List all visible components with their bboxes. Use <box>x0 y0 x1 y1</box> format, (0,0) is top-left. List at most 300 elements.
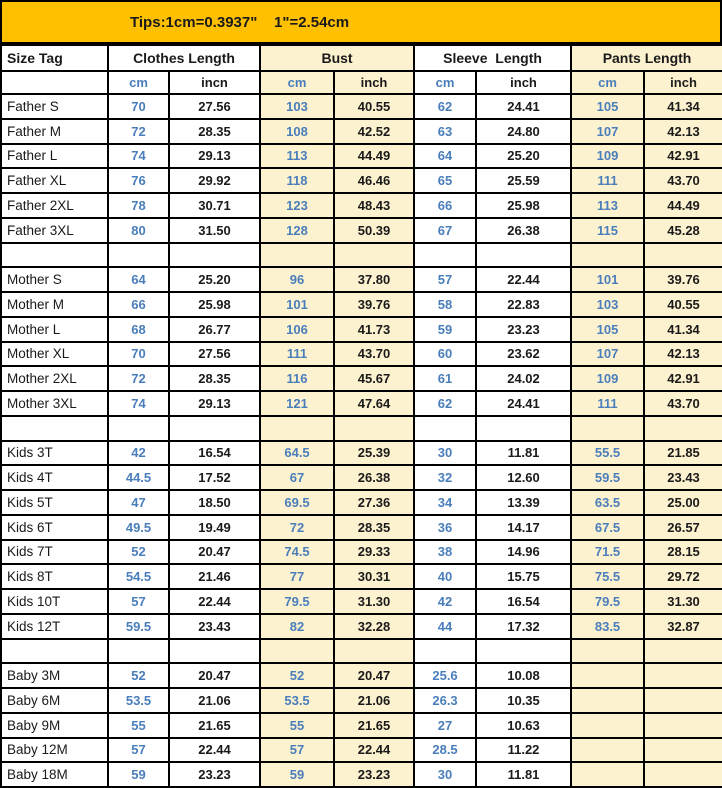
inch-value-cell: 25.00 <box>644 490 722 515</box>
cm-value-cell: 82 <box>260 614 334 639</box>
table-row <box>1 713 722 738</box>
cm-value-cell: 76 <box>108 168 169 193</box>
inch-value-cell: 43.70 <box>644 168 722 193</box>
inch-value-cell: 43.70 <box>334 342 414 367</box>
separator-cell <box>644 416 722 441</box>
table-row <box>1 168 722 193</box>
separator-cell <box>644 639 722 664</box>
separator-cell <box>1 416 108 441</box>
separator-row <box>1 243 722 268</box>
separator-cell <box>169 416 260 441</box>
inch-value-cell: 23.43 <box>644 465 722 490</box>
cm-value-cell <box>571 688 644 713</box>
cm-value-cell: 57 <box>108 589 169 614</box>
cm-value-cell: 70 <box>108 94 169 119</box>
inch-value-cell <box>644 713 722 738</box>
inch-value-cell: 30.31 <box>334 564 414 589</box>
cm-value-cell: 54.5 <box>108 564 169 589</box>
inch-value-cell: 22.44 <box>169 738 260 763</box>
inch-value-cell: 29.92 <box>169 168 260 193</box>
separator-cell <box>108 639 169 664</box>
size-tag-cell: Kids 4T <box>1 465 108 490</box>
cm-value-cell: 55 <box>108 713 169 738</box>
inch-value-cell: 41.34 <box>644 94 722 119</box>
inch-value-cell: 16.54 <box>169 441 260 466</box>
cm-value-cell: 64 <box>108 267 169 292</box>
table-row <box>1 441 722 466</box>
inch-value-cell: 28.35 <box>334 515 414 540</box>
table-row <box>1 762 722 787</box>
separator-cell <box>476 416 571 441</box>
cm-value-cell: 105 <box>571 317 644 342</box>
inch-value-cell: 45.67 <box>334 366 414 391</box>
cm-value-cell: 57 <box>108 738 169 763</box>
cm-value-cell: 109 <box>571 144 644 169</box>
cm-value-cell: 30 <box>414 441 476 466</box>
size-tag-cell: Mother 2XL <box>1 366 108 391</box>
size-tag-cell: Baby 9M <box>1 713 108 738</box>
cm-value-cell: 79.5 <box>571 589 644 614</box>
table-row <box>1 94 722 119</box>
inch-value-cell: 15.75 <box>476 564 571 589</box>
cm-value-cell: 77 <box>260 564 334 589</box>
inch-value-cell: 47.64 <box>334 391 414 416</box>
group-header-row <box>1 45 722 71</box>
inch-value-cell: 21.46 <box>169 564 260 589</box>
size-tag-cell: Mother M <box>1 292 108 317</box>
inch-value-cell: 21.85 <box>644 441 722 466</box>
inch-value-cell: 14.96 <box>476 540 571 565</box>
inch-value-cell: 32.87 <box>644 614 722 639</box>
inch-value-cell: 24.02 <box>476 366 571 391</box>
cm-value-cell: 62 <box>414 94 476 119</box>
table-row <box>1 614 722 639</box>
cm-value-cell: 72 <box>108 366 169 391</box>
separator-cell <box>1 243 108 268</box>
inch-value-cell: 26.57 <box>644 515 722 540</box>
inch-value-cell: 46.46 <box>334 168 414 193</box>
cm-value-cell <box>571 663 644 688</box>
cm-value-cell: 72 <box>108 119 169 144</box>
cm-value-cell: 32 <box>414 465 476 490</box>
cm-value-cell: 27 <box>414 713 476 738</box>
inch-value-cell: 21.65 <box>334 713 414 738</box>
inch-value-cell: 25.20 <box>476 144 571 169</box>
table-row <box>1 589 722 614</box>
table-row <box>1 267 722 292</box>
cm-value-cell: 80 <box>108 218 169 243</box>
table-row <box>1 391 722 416</box>
inch-value-cell: 27.56 <box>169 94 260 119</box>
cm-value-cell: 59.5 <box>108 614 169 639</box>
inch-value-cell: 23.43 <box>169 614 260 639</box>
cm-value-cell: 68 <box>108 317 169 342</box>
cm-value-cell: 59 <box>108 762 169 787</box>
inch-value-cell: 23.23 <box>476 317 571 342</box>
inch-value-cell: 28.35 <box>169 119 260 144</box>
tips-text: Tips:1cm=0.3937" 1"=2.54cm <box>130 13 350 31</box>
cm-value-cell: 107 <box>571 342 644 367</box>
inch-value-cell: 21.06 <box>169 688 260 713</box>
inch-value-cell: 41.73 <box>334 317 414 342</box>
cm-value-cell: 58 <box>414 292 476 317</box>
size-tag-cell: Baby 12M <box>1 738 108 763</box>
cm-value-cell: 74 <box>108 144 169 169</box>
cm-value-cell: 67 <box>414 218 476 243</box>
tips-banner <box>0 0 722 44</box>
cm-value-cell: 52 <box>108 540 169 565</box>
separator-cell <box>169 639 260 664</box>
cm-value-cell: 28.5 <box>414 738 476 763</box>
cm-value-cell: 70 <box>108 342 169 367</box>
inch-value-cell: 28.15 <box>644 540 722 565</box>
inch-value-cell: 42.52 <box>334 119 414 144</box>
size-tag-cell: Father S <box>1 94 108 119</box>
table-row <box>1 366 722 391</box>
table-row <box>1 688 722 713</box>
inch-value-cell: 29.72 <box>644 564 722 589</box>
separator-cell <box>260 416 334 441</box>
cm-value-cell: 79.5 <box>260 589 334 614</box>
inch-value-cell: 22.83 <box>476 292 571 317</box>
size-tag-cell: Father L <box>1 144 108 169</box>
cm-value-cell: 57 <box>260 738 334 763</box>
cm-value-cell: 34 <box>414 490 476 515</box>
separator-cell <box>108 243 169 268</box>
inch-value-cell: 27.36 <box>334 490 414 515</box>
inch-value-cell: 37.80 <box>334 267 414 292</box>
inch-value-cell: 24.41 <box>476 391 571 416</box>
inch-value-cell: 27.56 <box>169 342 260 367</box>
cm-value-cell: 36 <box>414 515 476 540</box>
separator-cell <box>334 639 414 664</box>
cm-value-cell: 74.5 <box>260 540 334 565</box>
inch-value-cell: 42.91 <box>644 366 722 391</box>
inch-value-cell: 24.41 <box>476 94 571 119</box>
size-tag-cell: Father M <box>1 119 108 144</box>
sleeve-length-header: Sleeve Length <box>414 45 571 71</box>
inch-value-cell: 20.47 <box>334 663 414 688</box>
inch-value-cell: 14.17 <box>476 515 571 540</box>
size-tag-cell: Mother S <box>1 267 108 292</box>
inch-value-cell: 44.49 <box>644 193 722 218</box>
inch-value-cell: 39.76 <box>644 267 722 292</box>
cm-value-cell: 106 <box>260 317 334 342</box>
table-row <box>1 292 722 317</box>
inch-value-cell: 20.47 <box>169 663 260 688</box>
inch-value-cell: 20.47 <box>169 540 260 565</box>
cm-value-cell: 44.5 <box>108 465 169 490</box>
cm-value-cell: 47 <box>108 490 169 515</box>
table-row <box>1 738 722 763</box>
cm-value-cell: 69.5 <box>260 490 334 515</box>
cm-value-cell: 59 <box>414 317 476 342</box>
inch-value-cell: 39.76 <box>334 292 414 317</box>
inch-value-cell: 42.13 <box>644 342 722 367</box>
separator-cell <box>414 243 476 268</box>
inch-value-cell: 43.70 <box>644 391 722 416</box>
cm-value-cell: 57 <box>414 267 476 292</box>
cm-value-cell: 78 <box>108 193 169 218</box>
cm-value-cell: 59 <box>260 762 334 787</box>
separator-cell <box>1 639 108 664</box>
cm-value-cell: 105 <box>571 94 644 119</box>
table-row <box>1 119 722 144</box>
size-tag-cell: Father 2XL <box>1 193 108 218</box>
inch-value-cell: 24.80 <box>476 119 571 144</box>
cm-value-cell: 67 <box>260 465 334 490</box>
cm-value-cell: 101 <box>571 267 644 292</box>
cm-value-cell: 101 <box>260 292 334 317</box>
cm-value-cell: 52 <box>108 663 169 688</box>
cm-value-cell: 96 <box>260 267 334 292</box>
table-body <box>1 94 722 787</box>
inch-value-cell: 42.13 <box>644 119 722 144</box>
table-row <box>1 540 722 565</box>
inch-value-cell: 31.50 <box>169 218 260 243</box>
cm-value-cell: 75.5 <box>571 564 644 589</box>
inch-value-cell: 11.81 <box>476 762 571 787</box>
cm-value-cell <box>571 762 644 787</box>
inch-value-cell: 23.62 <box>476 342 571 367</box>
inch-value-cell: 22.44 <box>169 589 260 614</box>
cm-value-cell: 53.5 <box>260 688 334 713</box>
size-tag-cell: Baby 3M <box>1 663 108 688</box>
cm-value-cell: 42 <box>414 589 476 614</box>
cm-value-cell: 63.5 <box>571 490 644 515</box>
cm-value-cell: 111 <box>260 342 334 367</box>
cm-value-cell: 53.5 <box>108 688 169 713</box>
inch-value-cell: 45.28 <box>644 218 722 243</box>
cm-value-cell: 109 <box>571 366 644 391</box>
pants-length-header: Pants Length <box>571 45 722 71</box>
separator-cell <box>414 639 476 664</box>
separator-cell <box>169 243 260 268</box>
cm-value-cell: 115 <box>571 218 644 243</box>
bust-inch-header: inch <box>334 71 414 94</box>
inch-value-cell: 50.39 <box>334 218 414 243</box>
inch-value-cell: 26.38 <box>334 465 414 490</box>
inch-value-cell: 22.44 <box>334 738 414 763</box>
inch-value-cell: 11.22 <box>476 738 571 763</box>
size-tag-cell: Mother L <box>1 317 108 342</box>
cm-value-cell: 83.5 <box>571 614 644 639</box>
cm-value-cell: 107 <box>571 119 644 144</box>
inch-value-cell: 29.13 <box>169 391 260 416</box>
size-tag-cell: Father XL <box>1 168 108 193</box>
inch-value-cell: 17.32 <box>476 614 571 639</box>
cm-value-cell: 71.5 <box>571 540 644 565</box>
inch-value-cell: 28.35 <box>169 366 260 391</box>
bust-cm-header: cm <box>260 71 334 94</box>
cm-value-cell: 62 <box>414 391 476 416</box>
inch-value-cell: 48.43 <box>334 193 414 218</box>
cm-value-cell: 111 <box>571 168 644 193</box>
inch-value-cell: 30.71 <box>169 193 260 218</box>
size-tag-cell: Kids 7T <box>1 540 108 565</box>
cm-value-cell: 26.3 <box>414 688 476 713</box>
inch-value-cell: 40.55 <box>334 94 414 119</box>
sleeve-cm-header: cm <box>414 71 476 94</box>
inch-value-cell: 16.54 <box>476 589 571 614</box>
cm-value-cell <box>571 713 644 738</box>
inch-value-cell: 25.98 <box>476 193 571 218</box>
cm-value-cell: 61 <box>414 366 476 391</box>
inch-value-cell: 29.13 <box>169 144 260 169</box>
cm-value-cell: 66 <box>414 193 476 218</box>
size-tag-cell: Mother 3XL <box>1 391 108 416</box>
size-tag-cell: Baby 6M <box>1 688 108 713</box>
clothes-length-header: Clothes Length <box>108 45 260 71</box>
cm-value-cell: 128 <box>260 218 334 243</box>
inch-value-cell: 10.08 <box>476 663 571 688</box>
cm-value-cell: 40 <box>414 564 476 589</box>
inch-value-cell: 10.63 <box>476 713 571 738</box>
separator-cell <box>571 243 644 268</box>
cm-value-cell: 116 <box>260 366 334 391</box>
cm-value-cell: 59.5 <box>571 465 644 490</box>
inch-value-cell: 29.33 <box>334 540 414 565</box>
cm-value-cell: 121 <box>260 391 334 416</box>
inch-value-cell <box>644 663 722 688</box>
inch-value-cell: 25.20 <box>169 267 260 292</box>
cm-value-cell: 65 <box>414 168 476 193</box>
pants-inch-header: inch <box>644 71 722 94</box>
cm-value-cell: 63 <box>414 119 476 144</box>
inch-value-cell: 31.30 <box>334 589 414 614</box>
inch-value-cell <box>644 688 722 713</box>
clothes-inch-header: incn <box>169 71 260 94</box>
inch-value-cell: 23.23 <box>169 762 260 787</box>
size-tag-cell: Kids 12T <box>1 614 108 639</box>
inch-value-cell: 21.65 <box>169 713 260 738</box>
size-tag-cell: Kids 3T <box>1 441 108 466</box>
table-row <box>1 342 722 367</box>
cm-value-cell: 74 <box>108 391 169 416</box>
inch-value-cell: 40.55 <box>644 292 722 317</box>
separator-cell <box>260 243 334 268</box>
inch-value-cell: 41.34 <box>644 317 722 342</box>
inch-value-cell: 19.49 <box>169 515 260 540</box>
separator-cell <box>108 416 169 441</box>
cm-value-cell: 72 <box>260 515 334 540</box>
size-chart-table <box>0 44 722 788</box>
separator-cell <box>476 243 571 268</box>
table-row <box>1 193 722 218</box>
inch-value-cell: 44.49 <box>334 144 414 169</box>
inch-value-cell: 21.06 <box>334 688 414 713</box>
table-row <box>1 663 722 688</box>
cm-value-cell: 49.5 <box>108 515 169 540</box>
pants-cm-header: cm <box>571 71 644 94</box>
table-row <box>1 218 722 243</box>
separator-cell <box>476 639 571 664</box>
inch-value-cell: 18.50 <box>169 490 260 515</box>
separator-row <box>1 639 722 664</box>
separator-cell <box>414 416 476 441</box>
cm-value-cell: 60 <box>414 342 476 367</box>
inch-value-cell: 23.23 <box>334 762 414 787</box>
inch-value-cell: 12.60 <box>476 465 571 490</box>
cm-value-cell: 103 <box>571 292 644 317</box>
size-tag-cell: Kids 6T <box>1 515 108 540</box>
size-tag-header: Size Tag <box>1 45 108 71</box>
table-row <box>1 564 722 589</box>
cm-value-cell: 103 <box>260 94 334 119</box>
cm-value-cell: 118 <box>260 168 334 193</box>
cm-value-cell: 64.5 <box>260 441 334 466</box>
inch-value-cell <box>644 738 722 763</box>
inch-value-cell: 26.38 <box>476 218 571 243</box>
separator-cell <box>260 639 334 664</box>
inch-value-cell: 17.52 <box>169 465 260 490</box>
inch-value-cell <box>644 762 722 787</box>
inch-value-cell: 11.81 <box>476 441 571 466</box>
cm-value-cell: 55.5 <box>571 441 644 466</box>
inch-value-cell: 32.28 <box>334 614 414 639</box>
size-tag-cell: Kids 5T <box>1 490 108 515</box>
bust-header: Bust <box>260 45 414 71</box>
cm-value-cell: 113 <box>571 193 644 218</box>
inch-value-cell: 26.77 <box>169 317 260 342</box>
separator-cell <box>334 416 414 441</box>
separator-row <box>1 416 722 441</box>
cm-value-cell: 64 <box>414 144 476 169</box>
inch-value-cell: 42.91 <box>644 144 722 169</box>
inch-value-cell: 10.35 <box>476 688 571 713</box>
cm-value-cell: 67.5 <box>571 515 644 540</box>
cm-value-cell: 30 <box>414 762 476 787</box>
unit-header-row <box>1 71 722 94</box>
cm-value-cell: 111 <box>571 391 644 416</box>
table-row <box>1 465 722 490</box>
inch-value-cell: 31.30 <box>644 589 722 614</box>
size-tag-cell: Mother XL <box>1 342 108 367</box>
sleeve-inch-header: inch <box>476 71 571 94</box>
size-tag-cell: Kids 10T <box>1 589 108 614</box>
cm-value-cell <box>571 738 644 763</box>
inch-value-cell: 25.98 <box>169 292 260 317</box>
cm-value-cell: 38 <box>414 540 476 565</box>
inch-value-cell: 22.44 <box>476 267 571 292</box>
cm-value-cell: 42 <box>108 441 169 466</box>
cm-value-cell: 113 <box>260 144 334 169</box>
size-tag-cell: Father 3XL <box>1 218 108 243</box>
cm-value-cell: 123 <box>260 193 334 218</box>
inch-value-cell: 13.39 <box>476 490 571 515</box>
separator-cell <box>644 243 722 268</box>
table-row <box>1 144 722 169</box>
clothes-cm-header: cm <box>108 71 169 94</box>
inch-value-cell: 25.39 <box>334 441 414 466</box>
cm-value-cell: 25.6 <box>414 663 476 688</box>
size-tag-cell: Kids 8T <box>1 564 108 589</box>
table-row <box>1 490 722 515</box>
separator-cell <box>334 243 414 268</box>
size-tag-unit-empty-cell <box>1 71 108 94</box>
cm-value-cell: 108 <box>260 119 334 144</box>
inch-value-cell: 25.59 <box>476 168 571 193</box>
table-row <box>1 515 722 540</box>
size-tag-cell: Baby 18M <box>1 762 108 787</box>
cm-value-cell: 55 <box>260 713 334 738</box>
cm-value-cell: 66 <box>108 292 169 317</box>
cm-value-cell: 52 <box>260 663 334 688</box>
table-row <box>1 317 722 342</box>
separator-cell <box>571 639 644 664</box>
separator-cell <box>571 416 644 441</box>
cm-value-cell: 44 <box>414 614 476 639</box>
